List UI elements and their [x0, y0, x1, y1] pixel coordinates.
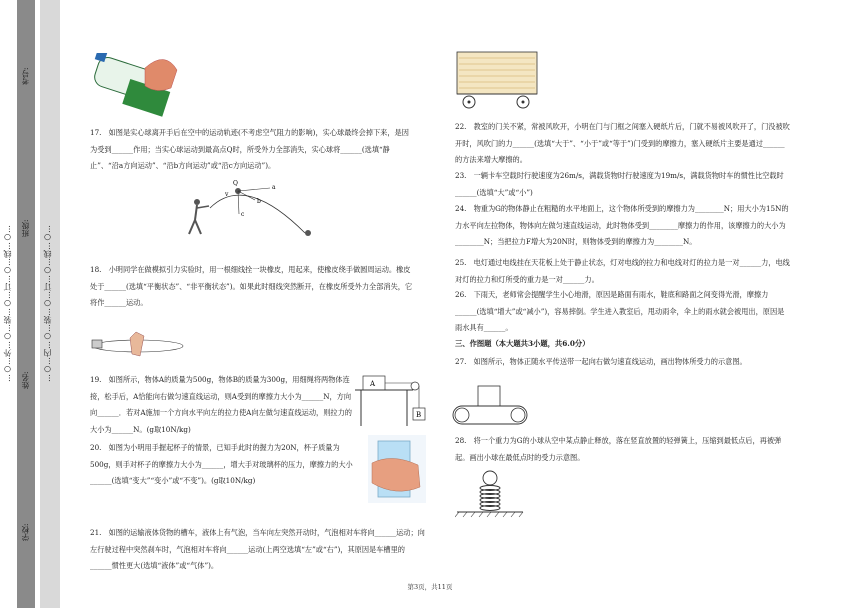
- question-28: 28. 将一个重力为G的小球从空中某点静止释放，落在竖直放置的轻弹簧上，压缩到最低点后，再被弹起。画出小球在最低点时的受力示意图。: [455, 436, 782, 462]
- thrown-ball-figure: [175, 178, 325, 240]
- label-b: b: [257, 198, 261, 205]
- question-24: 24. 物重为G的物体静止在粗糙的水平地面上，这个物体所受到的摩擦力为________N；用大小为15N的力水平向左拉物体，物体向左做匀速直线运动，此时物体受到________摩擦力的作用，该摩擦力的大小为________N；当把拉力F增大为20N时，则物体受到的摩擦力为________N。: [455, 204, 789, 246]
- question-25: 25. 电灯通过电线挂在天花板上处于静止状态，灯对电线的拉力和电线对灯的拉力是一对______力，电线对灯的拉力和灯所受的重力是一对______力。: [455, 258, 790, 284]
- section-heading-drawing: 三、作图题（本大题共3小题，共6.0分）: [455, 339, 590, 348]
- bottle-figure: [90, 53, 185, 118]
- question-20: 20. 如图为小明用手握起杯子的情景，已知手此时的握力为20N，杯子质量为500g，则手对杯子的摩擦力大小为______，增大手对玻璃杯的压力，摩擦力的大小______(选填“变大”“变小”或“不变”)。(g取10N/kg): [90, 443, 353, 485]
- outer-seal-line-text: …○…外…○…装…○…订…○…线…○…: [3, 225, 12, 383]
- page-footer: 第3页，共11页: [407, 583, 453, 591]
- question-19: 19. 如图所示，物体A的质量为500g，物体B的质量为300g，用细绳将两物体连接，松手后，A恰能向右做匀速直线运动，则A受到的摩擦力大小为______N，方向向______．若对A施加一个方向水平向左的拉力使A向左做匀速直线运动，则拉力的大小为______N。(g取10N/kg): [90, 375, 352, 434]
- cup-in-hand-figure: [368, 435, 426, 503]
- label-v: v: [225, 191, 229, 198]
- label-block-a: A: [370, 380, 376, 388]
- label-block-b: B: [416, 411, 422, 419]
- school-field: 学校:: [21, 523, 30, 541]
- label-a: a: [272, 184, 276, 191]
- conveyor-belt-figure: [450, 384, 530, 426]
- question-23: 23. 一辆卡车空载时行驶速度为26m/s，满载货物时行驶速度为19m/s，满载货物时车的惯性比空载时______(选填“大”或“小”): [455, 171, 784, 197]
- label-c: c: [241, 211, 245, 218]
- inner-seal-line-text: …○…内…○…装…○…订…○…线…○…: [43, 225, 52, 383]
- exam-no-field: 考号:: [21, 67, 30, 85]
- spinning-eraser-figure: [90, 330, 200, 365]
- question-18: 18. 小明同学在做模拟引力实验时，用一根细线拴一块橡皮，甩起来，使橡皮绕手做圆周运动。橡皮处于______(选填“平衡状态”、“非平衡状态”)。如果此时细线突然断开，在橡皮所受外力全部消失，它将作______运动。: [90, 265, 413, 307]
- question-26: 26. 下雨天，老师常会提醒学生小心地滑，原因是路面有雨水，鞋底和路面之间变得光滑，摩擦力______(选填“增大”或“减小”)，容易摔倒。学生进入教室后，甩动雨伞，伞上的雨水就会被甩出，原因是雨水具有______。: [455, 290, 785, 332]
- question-22: 22. 教室的门关不紧，常被风吹开，小明在门与门框之间塞入硬纸片后，门就不易被风吹开了，门没被吹开时，风吹门的力______(选填“大于”、“小于”或“等于”)门受到的摩擦力，塞入硬纸片主要是通过______的方法来增大摩擦的。: [455, 122, 790, 164]
- pulley-table-figure: [355, 374, 435, 429]
- question-17: 17. 如图是实心球离开手后在空中的运动轨迹(不考虑空气阻力的影响)，实心球最终会掉下来，是因为受到______作用；当实心球运动到最高点Q时，所受外力全部消失，实心球将______(选填“静止”、“沿a方向运动”、“沿b方向运动”或“沿c方向运动”)。: [90, 128, 409, 170]
- label-q: Q: [233, 180, 238, 187]
- name-field: 姓名:: [21, 371, 30, 389]
- class-field: 班级:: [21, 219, 30, 237]
- question-21: 21. 如图的运输液体货物的槽车，液体上有气泡，当车向左突然开动时，气泡相对车将向______运动；向左行驶过程中突然刹车时，气泡相对车将向______运动(上两空选填“左”或“右”)，其原因是车槽里的______惯性更大(选填“液体”或“气体”)。: [90, 528, 425, 570]
- question-27: 27. 如图所示，物体正随水平传送带一起向右做匀速直线运动，画出物体所受力的示意图。: [455, 357, 747, 366]
- liquid-tank-truck-figure: [455, 50, 540, 112]
- ball-on-spring-figure: [455, 470, 525, 520]
- binding-margin: [0, 0, 60, 608]
- student-info-fields: [20, 0, 32, 608]
